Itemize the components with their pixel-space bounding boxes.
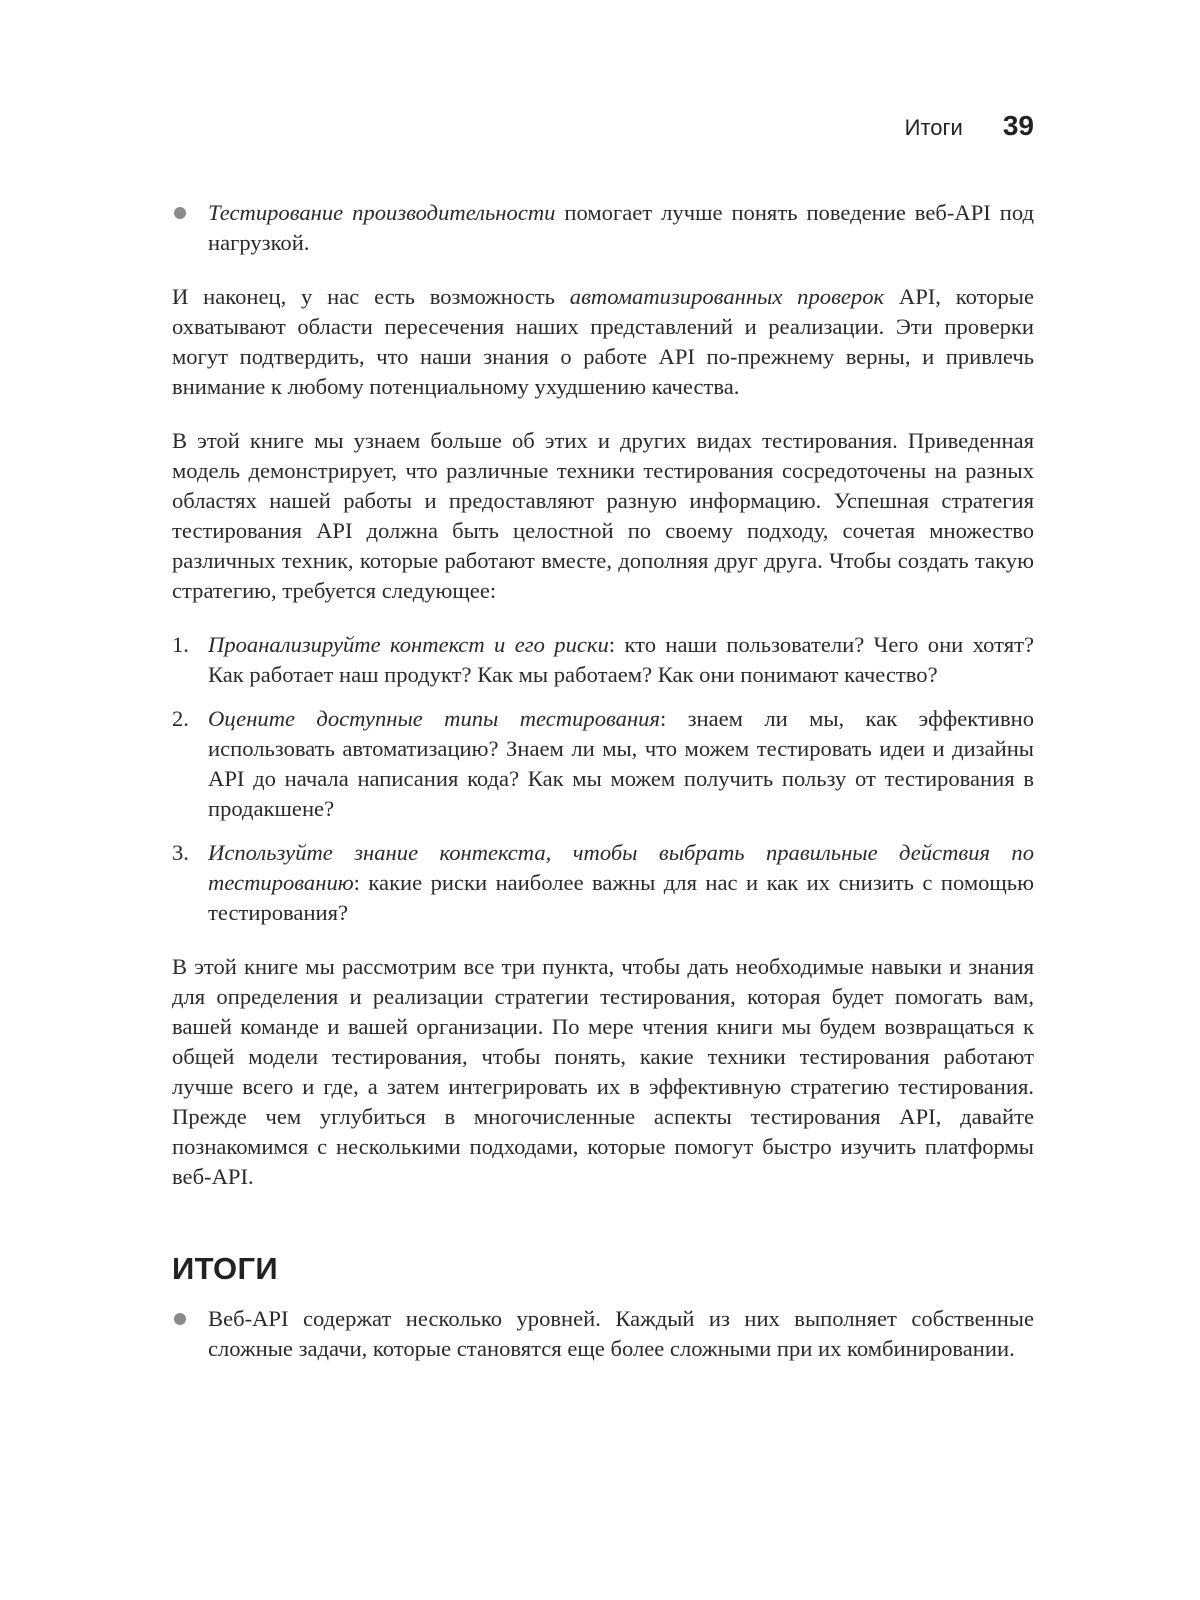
term-automated-checks: автоматизированных проверок [569, 284, 885, 309]
numbered-item-analyze-context [172, 630, 1034, 690]
bullet-text: Веб-API содержат несколько уровней. Каждый из них выполняет собственные сложные задачи, которые становятся еще более сложными при их комбинировании. [208, 1306, 1034, 1361]
numbered-item-assess-testing-types [172, 704, 1034, 824]
step-text: : кто наши пользователи? Чего они хотят? Как работает наш продукт? Как мы работаем? Как они понимают качество? [208, 632, 1034, 687]
page-number: 39 [1002, 110, 1034, 141]
page-body [172, 198, 1034, 1388]
paragraph-testing-strategy: В этой книге мы узнаем больше об этих и других видах тестирования. Приведенная модель демонстрирует, что различные техники тестирования сосредоточены на разных областях нашей работы и предоставляют разную информацию. Успешная стратегия тестирования API должна быть целостной по своему подходу, сочетая множество различных техник, которые работают вместе, дополняя друг друга. Чтобы создать такую стратегию, требуется следующее: [172, 428, 1034, 603]
running-head-title: Итоги [904, 115, 963, 140]
paragraph-text: И наконец, у нас есть возможность [172, 284, 570, 309]
list-number: 1. [172, 632, 189, 657]
step-text: : какие риски наиболее важны для нас и как их снизить с помощью тестирования? [208, 870, 1034, 925]
bullet-summary-layers [172, 1304, 1034, 1364]
list-number: 2. [172, 706, 189, 731]
bullet-text: помогает лучше понять поведение веб-API под нагрузкой. [208, 200, 1034, 255]
step-text: : знаем ли мы, как эффективно использовать автоматизацию? Знаем ли мы, что можем тестировать идеи и дизайны API до начала написания кода? Как мы можем получить пользу от тестирования в продакшене? [208, 706, 1034, 821]
term-performance-testing: Тестирование производительности [208, 200, 556, 225]
list-number: 3. [172, 840, 189, 865]
paragraph-text: API, которые охватывают области пересечения наших представлений и реализации. Эти проверки могут подтвердить, что наши знания о работе API по-прежнему верны, и привлечь внимание к любому потенциальному ухудшению качества. [172, 284, 1034, 399]
paragraph-three-points: В этой книге мы рассмотрим все три пункта, чтобы дать необходимые навыки и знания для определения и реализации стратегии тестирования, которая будет помогать вам, вашей команде и вашей организации. По мере чтения книги мы будем возвращаться к общей модели тестирования, чтобы понять, какие техники тестирования работают лучше всего и где, а затем интегрировать их в эффективную стратегию тестирования. Прежде чем углубиться в многочисленные аспекты тестирования API, давайте познакомимся с несколькими подходами, которые помогут быстро изучить платформы веб-API. [172, 954, 1034, 1189]
bullet-dot-icon [174, 207, 186, 219]
step-title: Проанализируйте контекст и его риски [208, 632, 609, 657]
section-heading-summary: ИТОГИ [172, 1251, 278, 1286]
bullet-dot-icon [174, 1313, 186, 1325]
bullet-performance-testing [172, 198, 1034, 258]
step-title: Оцените доступные типы тестирования [208, 706, 660, 731]
numbered-item-choose-actions [172, 838, 1034, 928]
running-head [905, 110, 1034, 142]
paragraph-automated-checks [172, 282, 1034, 402]
step-title: Используйте знание контекста, чтобы выбрать правильные действия по тестированию [208, 840, 1034, 895]
